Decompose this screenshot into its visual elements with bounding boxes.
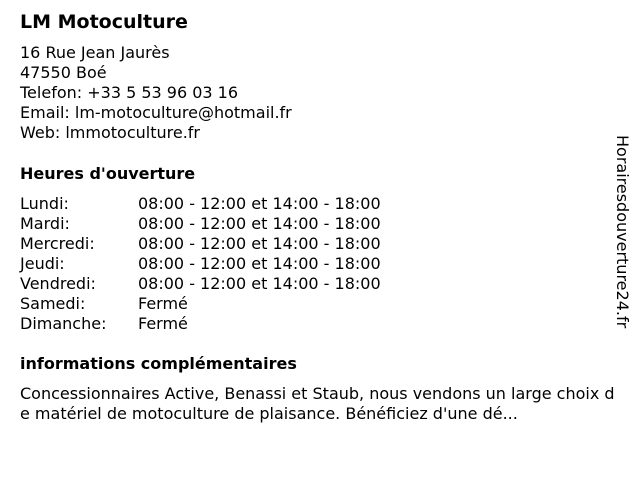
- hours-row: [20, 314, 381, 334]
- hours-time: 08:00 - 12:00 et 14:00 - 18:00: [138, 274, 381, 293]
- street-address: 16 Rue Jean Jaurès: [20, 43, 170, 62]
- site-watermark: Horairesdouverture24.fr: [613, 135, 632, 329]
- hours-time: 08:00 - 12:00 et 14:00 - 18:00: [138, 254, 381, 273]
- hours-day: Mercredi:: [20, 234, 95, 253]
- email-line[interactable]: Email: lm-motoculture@hotmail.fr: [20, 103, 292, 122]
- hours-day: Vendredi:: [20, 274, 96, 293]
- hours-day: Jeudi:: [20, 254, 65, 273]
- contact-block: [20, 43, 292, 143]
- hours-time: Fermé: [138, 314, 188, 333]
- hours-time: Fermé: [138, 294, 188, 313]
- web-line[interactable]: Web: lmmotoculture.fr: [20, 123, 200, 142]
- hours-day: Samedi:: [20, 294, 86, 313]
- business-description: Concessionnaires Active, Benassi et Staub, nous vendons un large choix de matériel de motoculture de plaisance. Bénéficiez d'une dé...: [20, 384, 615, 423]
- city-address: 47550 Boé: [20, 63, 107, 82]
- hours-row: [20, 234, 381, 254]
- hours-row: [20, 254, 381, 274]
- hours-row: [20, 294, 381, 314]
- info-heading: informations complémentaires: [20, 354, 297, 373]
- business-name: LM Motoculture: [20, 11, 188, 33]
- hours-row: [20, 274, 381, 294]
- hours-time: 08:00 - 12:00 et 14:00 - 18:00: [138, 214, 381, 233]
- hours-row: [20, 194, 381, 214]
- hours-heading: Heures d'ouverture: [20, 164, 196, 183]
- hours-time: 08:00 - 12:00 et 14:00 - 18:00: [138, 234, 381, 253]
- hours-day: Lundi:: [20, 194, 69, 213]
- phone-line[interactable]: Telefon: +33 5 53 96 03 16: [20, 83, 239, 102]
- hours-day: Dimanche:: [20, 314, 107, 333]
- hours-table: [20, 194, 381, 334]
- hours-row: [20, 214, 381, 234]
- hours-time: 08:00 - 12:00 et 14:00 - 18:00: [138, 194, 381, 213]
- hours-day: Mardi:: [20, 214, 70, 233]
